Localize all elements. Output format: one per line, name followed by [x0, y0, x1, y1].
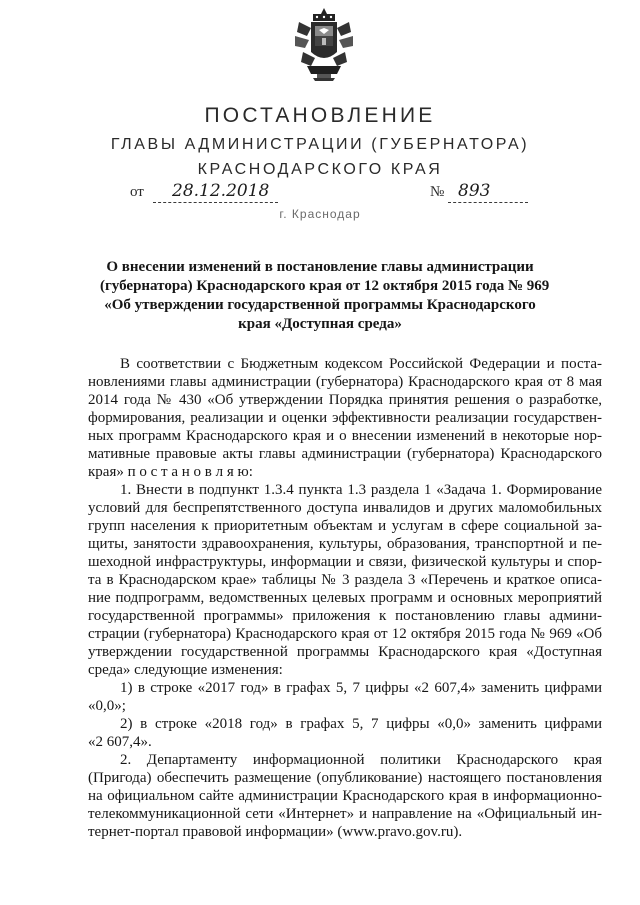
document-type-heading: ПОСТАНОВЛЕНИЕ: [204, 104, 436, 127]
city-label: г. Краснодар: [279, 207, 361, 221]
body-line: 1) в строке «2017 год» в графах 5, 7 цифры «2 607,4» заменить цифрами: [120, 680, 602, 696]
body-line: «0,0»;: [88, 698, 126, 714]
body-line: 2. Департаменту информационной политики Краснодарского края: [120, 752, 602, 768]
body-line: среда» следующие изменения:: [88, 662, 283, 678]
date-handwritten: 28.12.2018: [172, 181, 270, 201]
body-line: В соответствии с Бюджетным кодексом Российской Федерации и поста-: [120, 356, 602, 372]
body-line: на официальном сайте администрации Краснодарского края в информационно-: [88, 788, 602, 804]
body-line: «2 607,4».: [88, 734, 152, 750]
body-line: ние подпрограмм, ведомственных целевых программ и основных мероприятий: [88, 590, 602, 606]
body-line: тернет-портал правовой информации» (www.pravo.gov.ru).: [88, 824, 463, 840]
body-line: шеходной инфраструктуры, информации и связи, физической культуры и спор-: [88, 554, 602, 570]
issuer-heading-line-2: КРАСНОДАРСКОГО КРАЯ: [197, 161, 443, 178]
number-handwritten: 893: [458, 181, 491, 201]
number-prefix: №: [430, 184, 445, 200]
body-line: щиты, занятости здравоохранения, культуры, образования, транспортной и пе-: [88, 536, 602, 552]
body-line: утверждении государственной программы Краснодарского края «Доступная: [88, 644, 602, 660]
document-title-line: «Об утверждении государственной программы Краснодарского: [104, 297, 536, 313]
number-underline: [448, 202, 528, 203]
document-body: [88, 355, 602, 841]
date-underline: [153, 202, 278, 203]
body-line: та в Краснодарском крае» таблицы № 3 раздела 3 «Перечень и краткое описа-: [88, 572, 602, 588]
document-title: [100, 258, 550, 334]
body-line: государственной программы» приложения к постановлению главы админи-: [88, 608, 602, 624]
body-line: групп населения к приоритетным объектам и услугам в сфере социальной за-: [88, 518, 602, 534]
date-prefix: от: [130, 184, 144, 200]
body-line: ных программ Краснодарского края и о внесении изменений в некоторые нор-: [88, 428, 602, 444]
body-line: страции (губернатора) Краснодарского края от 12 октября 2015 года № 969 «Об: [88, 626, 602, 642]
body-line: 1. Внести в подпункт 1.3.4 пункта 1.3 раздела 1 «Задача 1. Формирование: [120, 482, 602, 498]
body-line: новлениями главы администрации (губернатора) Краснодарского края от 8 мая: [88, 374, 602, 390]
document-title-line: О внесении изменений в постановление главы администрации: [106, 259, 534, 275]
body-line: (Пригода) обеспечить размещение (опубликование) настоящего постановления: [88, 770, 602, 786]
document-title-line: края «Доступная среда»: [238, 316, 402, 332]
issuer-heading-line-1: ГЛАВЫ АДМИНИСТРАЦИИ (ГУБЕРНАТОРА): [110, 136, 530, 153]
body-line: 2014 года № 430 «Об утверждении Порядка принятия решения о разработке,: [88, 392, 602, 408]
body-line: условий для беспрепятственного доступа инвалидов и других маломобильных: [88, 500, 602, 516]
body-line: 2) в строке «2018 год» в графах 5, 7 цифры «0,0» заменить цифрами: [120, 716, 602, 732]
body-line: мативные правовые акты главы администрации (губернатора) Краснодарского: [88, 446, 602, 462]
body-line: телекоммуникационной сети «Интернет» и направление на «Официальный ин-: [88, 806, 602, 822]
body-line: формирования, реализации и оценки эффективности реализации государствен-: [88, 410, 602, 426]
body-line: края» п о с т а н о в л я ю:: [88, 464, 253, 480]
krasnodar-coat-of-arms-emblem: [293, 6, 355, 82]
document-title-line: (губернатора) Краснодарского края от 12 октября 2015 года № 969: [100, 278, 550, 294]
